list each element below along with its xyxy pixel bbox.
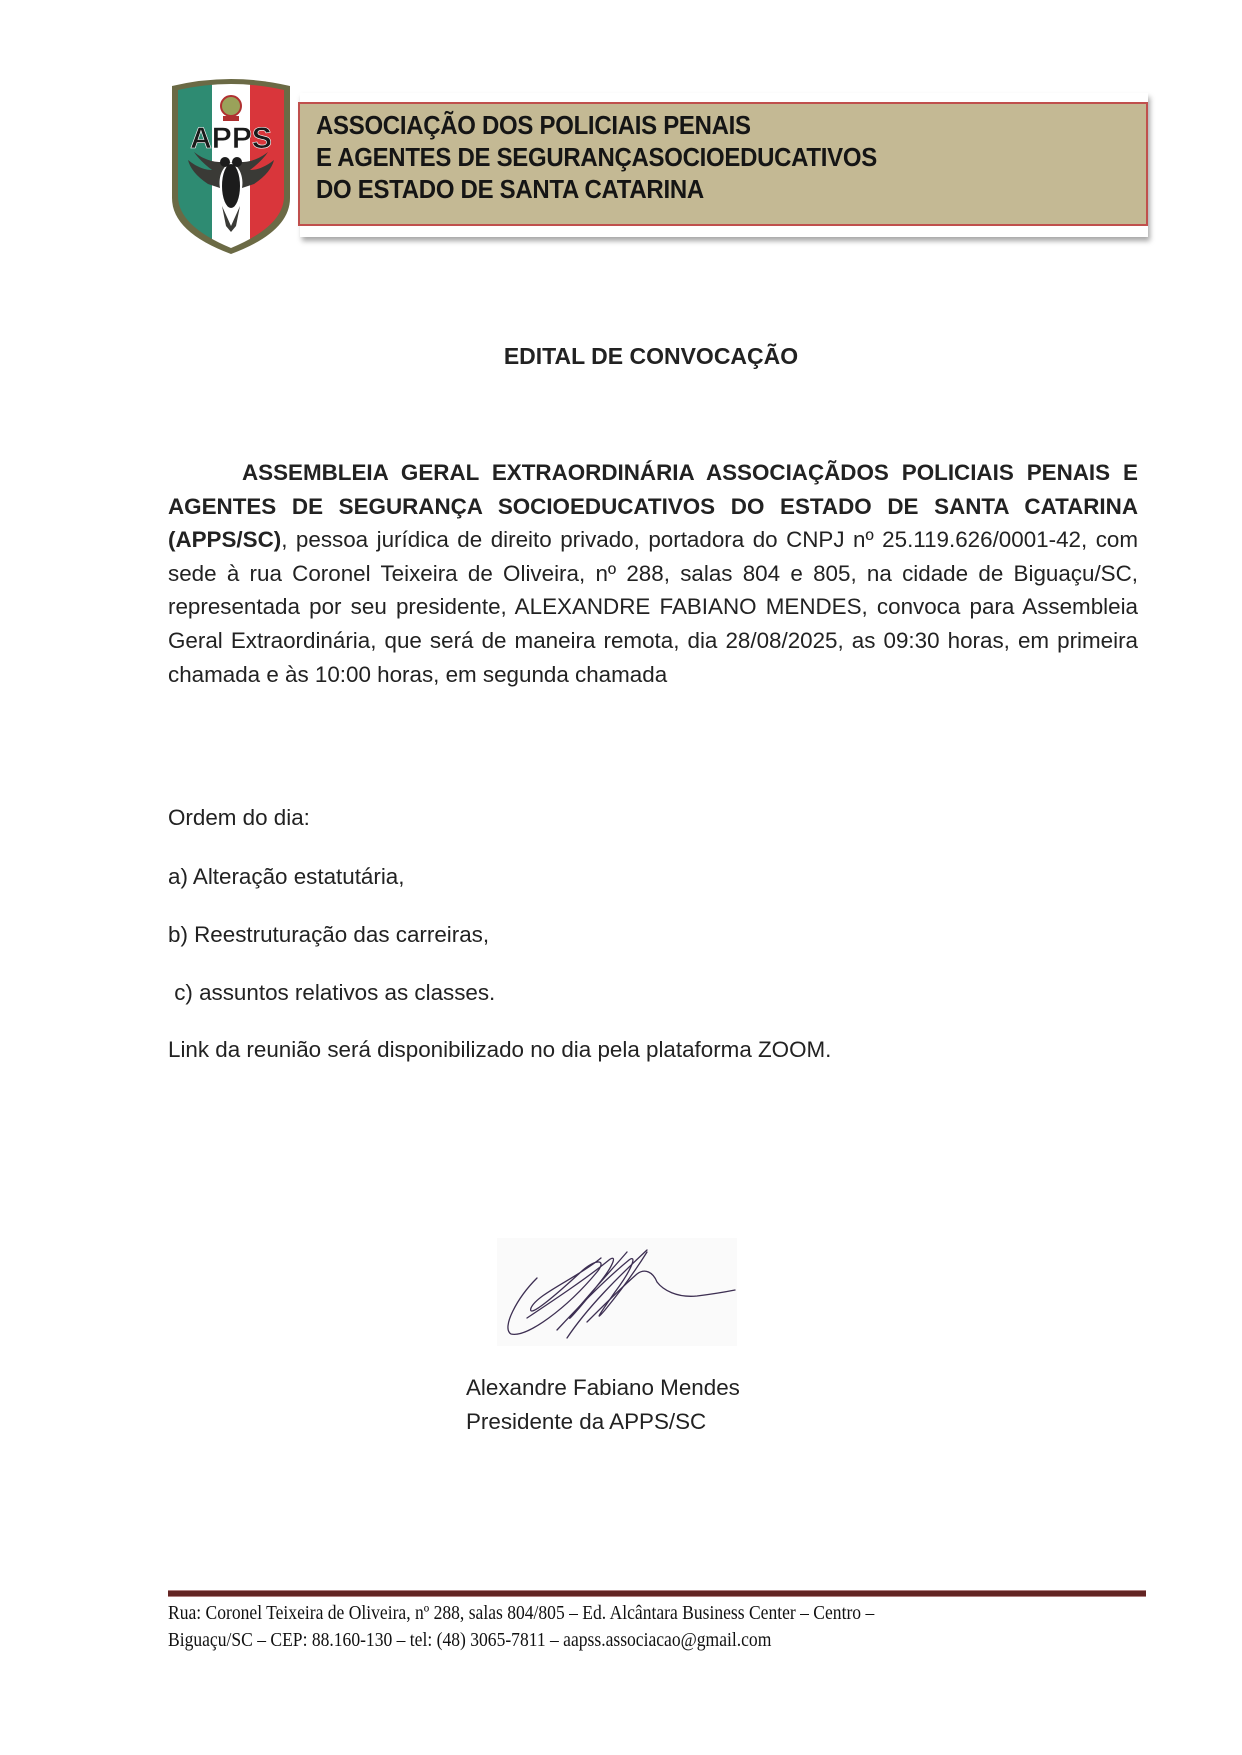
handwritten-signature <box>497 1238 737 1346</box>
header-banner <box>298 102 1148 226</box>
signatory-role: Presidente da APPS/SC <box>466 1409 707 1434</box>
footer-divider <box>168 1590 1146 1597</box>
document-title: EDITAL DE CONVOCAÇÃO <box>503 343 799 369</box>
convocation-paragraph <box>168 456 1138 691</box>
apps-shield-logo <box>168 76 294 254</box>
banner-line-1: ASSOCIAÇÃO DOS POLICIAIS PENAIS <box>316 112 751 140</box>
signatory-name: Alexandre Fabiano Mendes <box>466 1375 740 1400</box>
agenda-item-c: c) assuntos relativos as classes. <box>168 980 496 1005</box>
agenda-item-b: b) Reestruturação das carreiras, <box>168 922 490 947</box>
logo-apps-text: APPS <box>190 122 272 155</box>
agenda-item-a: a) Alteração estatutária, <box>168 864 405 889</box>
banner-line-3: DO ESTADO DE SANTA CATARINA <box>316 176 704 204</box>
agenda-heading: Ordem do dia: <box>168 805 310 830</box>
meeting-link-note: Link da reunião será disponibilizado no dia pela plataforma ZOOM. <box>168 1037 832 1062</box>
crest-emblem <box>221 96 241 116</box>
banner-line-2: E AGENTES DE SEGURANÇASOCIOEDUCATIVOS <box>316 144 877 172</box>
footer-address-line-1: Rua: Coronel Teixeira de Oliveira, nº 288, salas 804/805 – Ed. Alcântara Business Center – Centro – <box>168 1603 875 1624</box>
paragraph-bold-lead: ASSEMBLEIA GERAL EXTRAORDINÁRIA ASSOCIAÇÃDOS POLICIAIS PENAIS E AGENTES DE SEGURANÇA SOCIOEDUCATIVOS DO ESTADO DE SANTA CATARINA (APPS/SC) <box>168 460 1138 553</box>
footer-address-line-2: Biguaçu/SC – CEP: 88.160-130 – tel: (48) 3065-7811 – aapss.associacao@gmail.com <box>168 1630 772 1651</box>
paragraph-body: , pessoa jurídica de direito privado, portadora do CNPJ nº 25.119.626/0001-42, com sede à rua Coronel Teixeira de Oliveira, nº 288, salas 804 e 805, na cidade de Biguaçu/SC, representada por seu presidente, ALEXANDRE FABIANO MENDES, convoca para Assembleia Geral Extraordinária, que será de maneira remota, dia 28/08/2025, as 09:30 horas, em primeira chamada e às 10:00 horas, em segunda chamada <box>168 527 1138 687</box>
